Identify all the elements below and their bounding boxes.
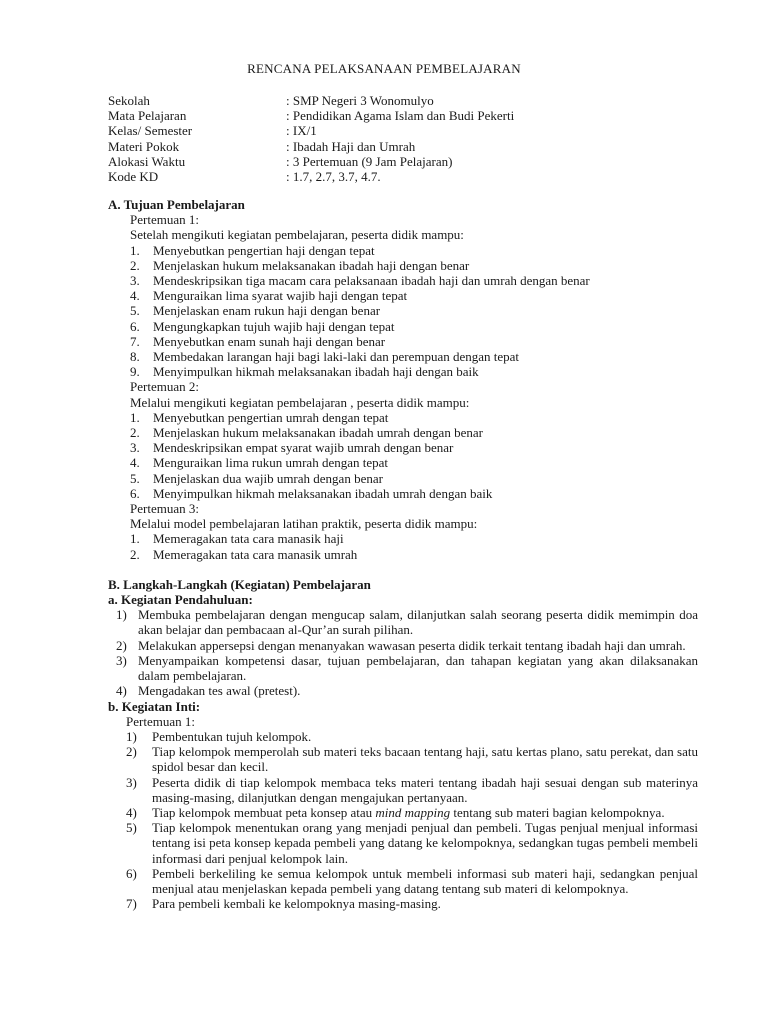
item-number: 6): [126, 865, 137, 881]
item-text: Tiap kelompok menentukan orang yang menjadi penjual dan pembeli. Tugas penjual menjual informasi tentang isi peta konsep kepada pembeli yang datang ke kelompoknya, sedangkan tugas pembeli membeli informasi dari penjual kelompok lain.: [152, 820, 698, 866]
identity-value: : Pendidikan Agama Islam dan Budi Pekerti: [286, 108, 515, 124]
item-text: Menyebutkan enam sunah haji dengan benar: [153, 333, 386, 349]
item-text: Menyimpulkan hikmah melaksanakan ibadah haji dengan baik: [153, 364, 479, 380]
identity-row: [108, 108, 514, 123]
item-number: 8.: [130, 349, 140, 365]
list-item: [130, 258, 698, 273]
item-number: 2.: [130, 257, 140, 273]
item-text: Melakukan appersepsi dengan menanyakan wawasan peserta didik terkait tentang ibadah haji dan umrah.: [138, 637, 686, 653]
item-number: 2.: [130, 425, 140, 441]
identity-row: [108, 123, 514, 138]
item-text: Menyimpulkan hikmah melaksanakan ibadah umrah dengan baik: [153, 485, 493, 501]
item-number: 2.: [130, 546, 140, 562]
identity-label: Kode KD: [108, 168, 159, 184]
list-item: [130, 425, 698, 440]
item-text: Mendeskripsikan empat syarat wajib umrah dengan benar: [153, 440, 454, 456]
item-text: Membuka pembelajaran dengan mengucap salam, dilanjutkan salah seorang peserta didik memimpin doa akan belajar dan pembacaan al-Qur’an surah pilihan.: [138, 607, 698, 638]
pendahuluan-heading: a. Kegiatan Pendahuluan:: [108, 592, 253, 608]
item-text: Pembeli berkeliling ke semua kelompok untuk membeli informasi sub materi haji, sedangkan penjual menjual atau menjelaskan kepada pembeli yang datang tentang sub materi di kelompoknya.: [152, 865, 698, 896]
item-number: 1): [126, 728, 137, 744]
identity-block: [108, 93, 514, 184]
meeting-2-objectives: [108, 410, 698, 501]
list-item: [126, 729, 698, 744]
list-item: [126, 805, 698, 820]
list-item: [130, 471, 698, 486]
list-item: [130, 303, 698, 318]
list-item: [130, 455, 698, 470]
item-number: 4): [126, 804, 137, 820]
identity-row: [108, 154, 514, 169]
item-text: Menyampaikan kompetensi dasar, tujuan pembelajaran, dan tahapan kegiatan yang akan dilaksanakan dalam pembelajaran.: [138, 652, 698, 684]
item-text: Mendeskripsikan tiga macam cara pelaksanaan ibadah haji dan umrah dengan benar: [153, 273, 590, 289]
meeting-3-label: Pertemuan 3:: [130, 501, 199, 517]
list-item: [126, 775, 698, 805]
pendahuluan-steps: [108, 607, 698, 698]
identity-label: Alokasi Waktu: [108, 153, 186, 169]
meeting-3-objectives: [108, 531, 698, 561]
identity-value: : Ibadah Haji dan Umrah: [286, 138, 416, 154]
meeting-2-label: Pertemuan 2:: [130, 379, 199, 395]
inti-meeting-label: Pertemuan 1:: [126, 713, 195, 729]
item-number: 3): [116, 652, 127, 668]
item-text: Menguraikan lima syarat wajib haji dengan tepat: [153, 288, 408, 304]
item-number: 4.: [130, 455, 140, 471]
item-number: 9.: [130, 364, 140, 380]
item-text: Pembentukan tujuh kelompok.: [152, 728, 312, 744]
list-item: [116, 683, 698, 698]
list-item: [130, 273, 698, 288]
list-item: [130, 440, 698, 455]
identity-label: Mata Pelajaran: [108, 108, 187, 124]
item-text-post: tentang sub materi bagian kelompoknya.: [450, 804, 665, 820]
meeting-1-intro: Setelah mengikuti kegiatan pembelajaran, peserta didik mampu:: [130, 227, 464, 243]
list-item: [130, 288, 698, 303]
section-b-heading: B. Langkah-Langkah (Kegiatan) Pembelajaran: [108, 576, 371, 592]
identity-label: Materi Pokok: [108, 138, 180, 154]
item-number: 4.: [130, 288, 140, 304]
list-item: [116, 638, 698, 653]
list-item: [130, 486, 698, 501]
item-number: 2): [126, 744, 137, 760]
list-item: [126, 896, 698, 911]
item-text: Memeragakan tata cara manasik haji: [153, 531, 344, 547]
meeting-2-intro: Melalui mengikuti kegiatan pembelajaran , peserta didik mampu:: [130, 394, 470, 410]
meeting-3-intro: Melalui model pembelajaran latihan praktik, peserta didik mampu:: [130, 516, 478, 532]
item-text: Mengadakan tes awal (pretest).: [138, 683, 301, 699]
identity-label: Sekolah: [108, 93, 150, 108]
list-item: [130, 410, 698, 425]
identity-row: [108, 93, 514, 108]
item-text: Memeragakan tata cara manasik umrah: [153, 546, 358, 562]
item-text: Menjelaskan dua wajib umrah dengan benar: [153, 470, 383, 486]
identity-row: [108, 139, 514, 154]
item-number: 5.: [130, 303, 140, 319]
item-text: Membedakan larangan haji bagi laki-laki dan perempuan dengan tepat: [153, 349, 520, 365]
section-spacer: [108, 562, 698, 577]
list-item: [130, 349, 698, 364]
identity-row: [108, 169, 514, 184]
list-item: [130, 334, 698, 349]
item-text: Menguraikan lima rukun umrah dengan tepat: [153, 455, 389, 471]
item-number: 5): [126, 820, 137, 836]
section-a-heading: A. Tujuan Pembelajaran: [108, 197, 245, 212]
identity-value: : IX/1: [286, 123, 317, 139]
identity-value: : 1.7, 2.7, 3.7, 4.7.: [286, 168, 381, 184]
item-number: 1.: [130, 242, 140, 258]
item-text: Mengungkapkan tujuh wajib haji dengan tepat: [153, 318, 395, 334]
item-text-emphasis: mind mapping: [375, 804, 451, 820]
document-body: [108, 197, 698, 911]
meeting-1-objectives: [108, 243, 698, 380]
item-number: 4): [116, 683, 127, 699]
item-number: 6.: [130, 485, 140, 501]
list-item: [130, 243, 698, 258]
item-number: 3.: [130, 440, 140, 456]
page-title: RENCANA PELAKSANAAN PEMBELAJARAN: [247, 61, 521, 76]
item-number: 2): [116, 637, 127, 653]
item-number: 7.: [130, 333, 140, 349]
list-item: [126, 744, 698, 774]
identity-label: Kelas/ Semester: [108, 123, 193, 139]
item-text: Tiap kelompok memperolah sub materi teks bacaan tentang haji, satu kertas plano, satu perekat, dan satu spidol besar dan kecil.: [152, 744, 698, 775]
item-text: Menjelaskan hukum melaksanakan ibadah umrah dengan benar: [153, 425, 483, 441]
item-number: 1): [116, 607, 127, 623]
inti-steps: [108, 729, 698, 911]
list-item: [130, 364, 698, 379]
list-item: [130, 547, 698, 562]
item-text: Menyebutkan pengertian umrah dengan tepat: [153, 409, 389, 425]
identity-value: : 3 Pertemuan (9 Jam Pelajaran): [286, 153, 453, 169]
meeting-1-label: Pertemuan 1:: [130, 212, 199, 228]
item-text: Menjelaskan hukum melaksanakan ibadah haji dengan benar: [153, 257, 470, 273]
list-item: [126, 820, 698, 866]
item-text: Menjelaskan enam rukun haji dengan benar: [153, 303, 381, 319]
item-text: Peserta didik di tiap kelompok membaca teks materi tentang ibadah haji sesuai dengan sub materinya masing-masing, dilanjutkan dengan mengajukan pertanyaan.: [152, 774, 698, 805]
inti-heading: b. Kegiatan Inti:: [108, 698, 201, 714]
item-number: 7): [126, 896, 137, 912]
item-text: Menyebutkan pengertian haji dengan tepat: [153, 242, 375, 258]
list-item: [130, 531, 698, 546]
item-number: 1.: [130, 531, 140, 547]
list-item: [130, 319, 698, 334]
item-number: 3.: [130, 273, 140, 289]
list-item: [116, 653, 698, 683]
item-text: Para pembeli kembali ke kelompoknya masing-masing.: [152, 896, 441, 912]
list-item: [126, 866, 698, 896]
identity-value: : SMP Negeri 3 Wonomulyo: [286, 93, 434, 108]
item-number: 1.: [130, 409, 140, 425]
item-number: 5.: [130, 470, 140, 486]
item-number: 3): [126, 774, 137, 790]
item-number: 6.: [130, 318, 140, 334]
list-item: [116, 607, 698, 637]
item-text-pre: Tiap kelompok membuat peta konsep atau: [152, 804, 376, 820]
